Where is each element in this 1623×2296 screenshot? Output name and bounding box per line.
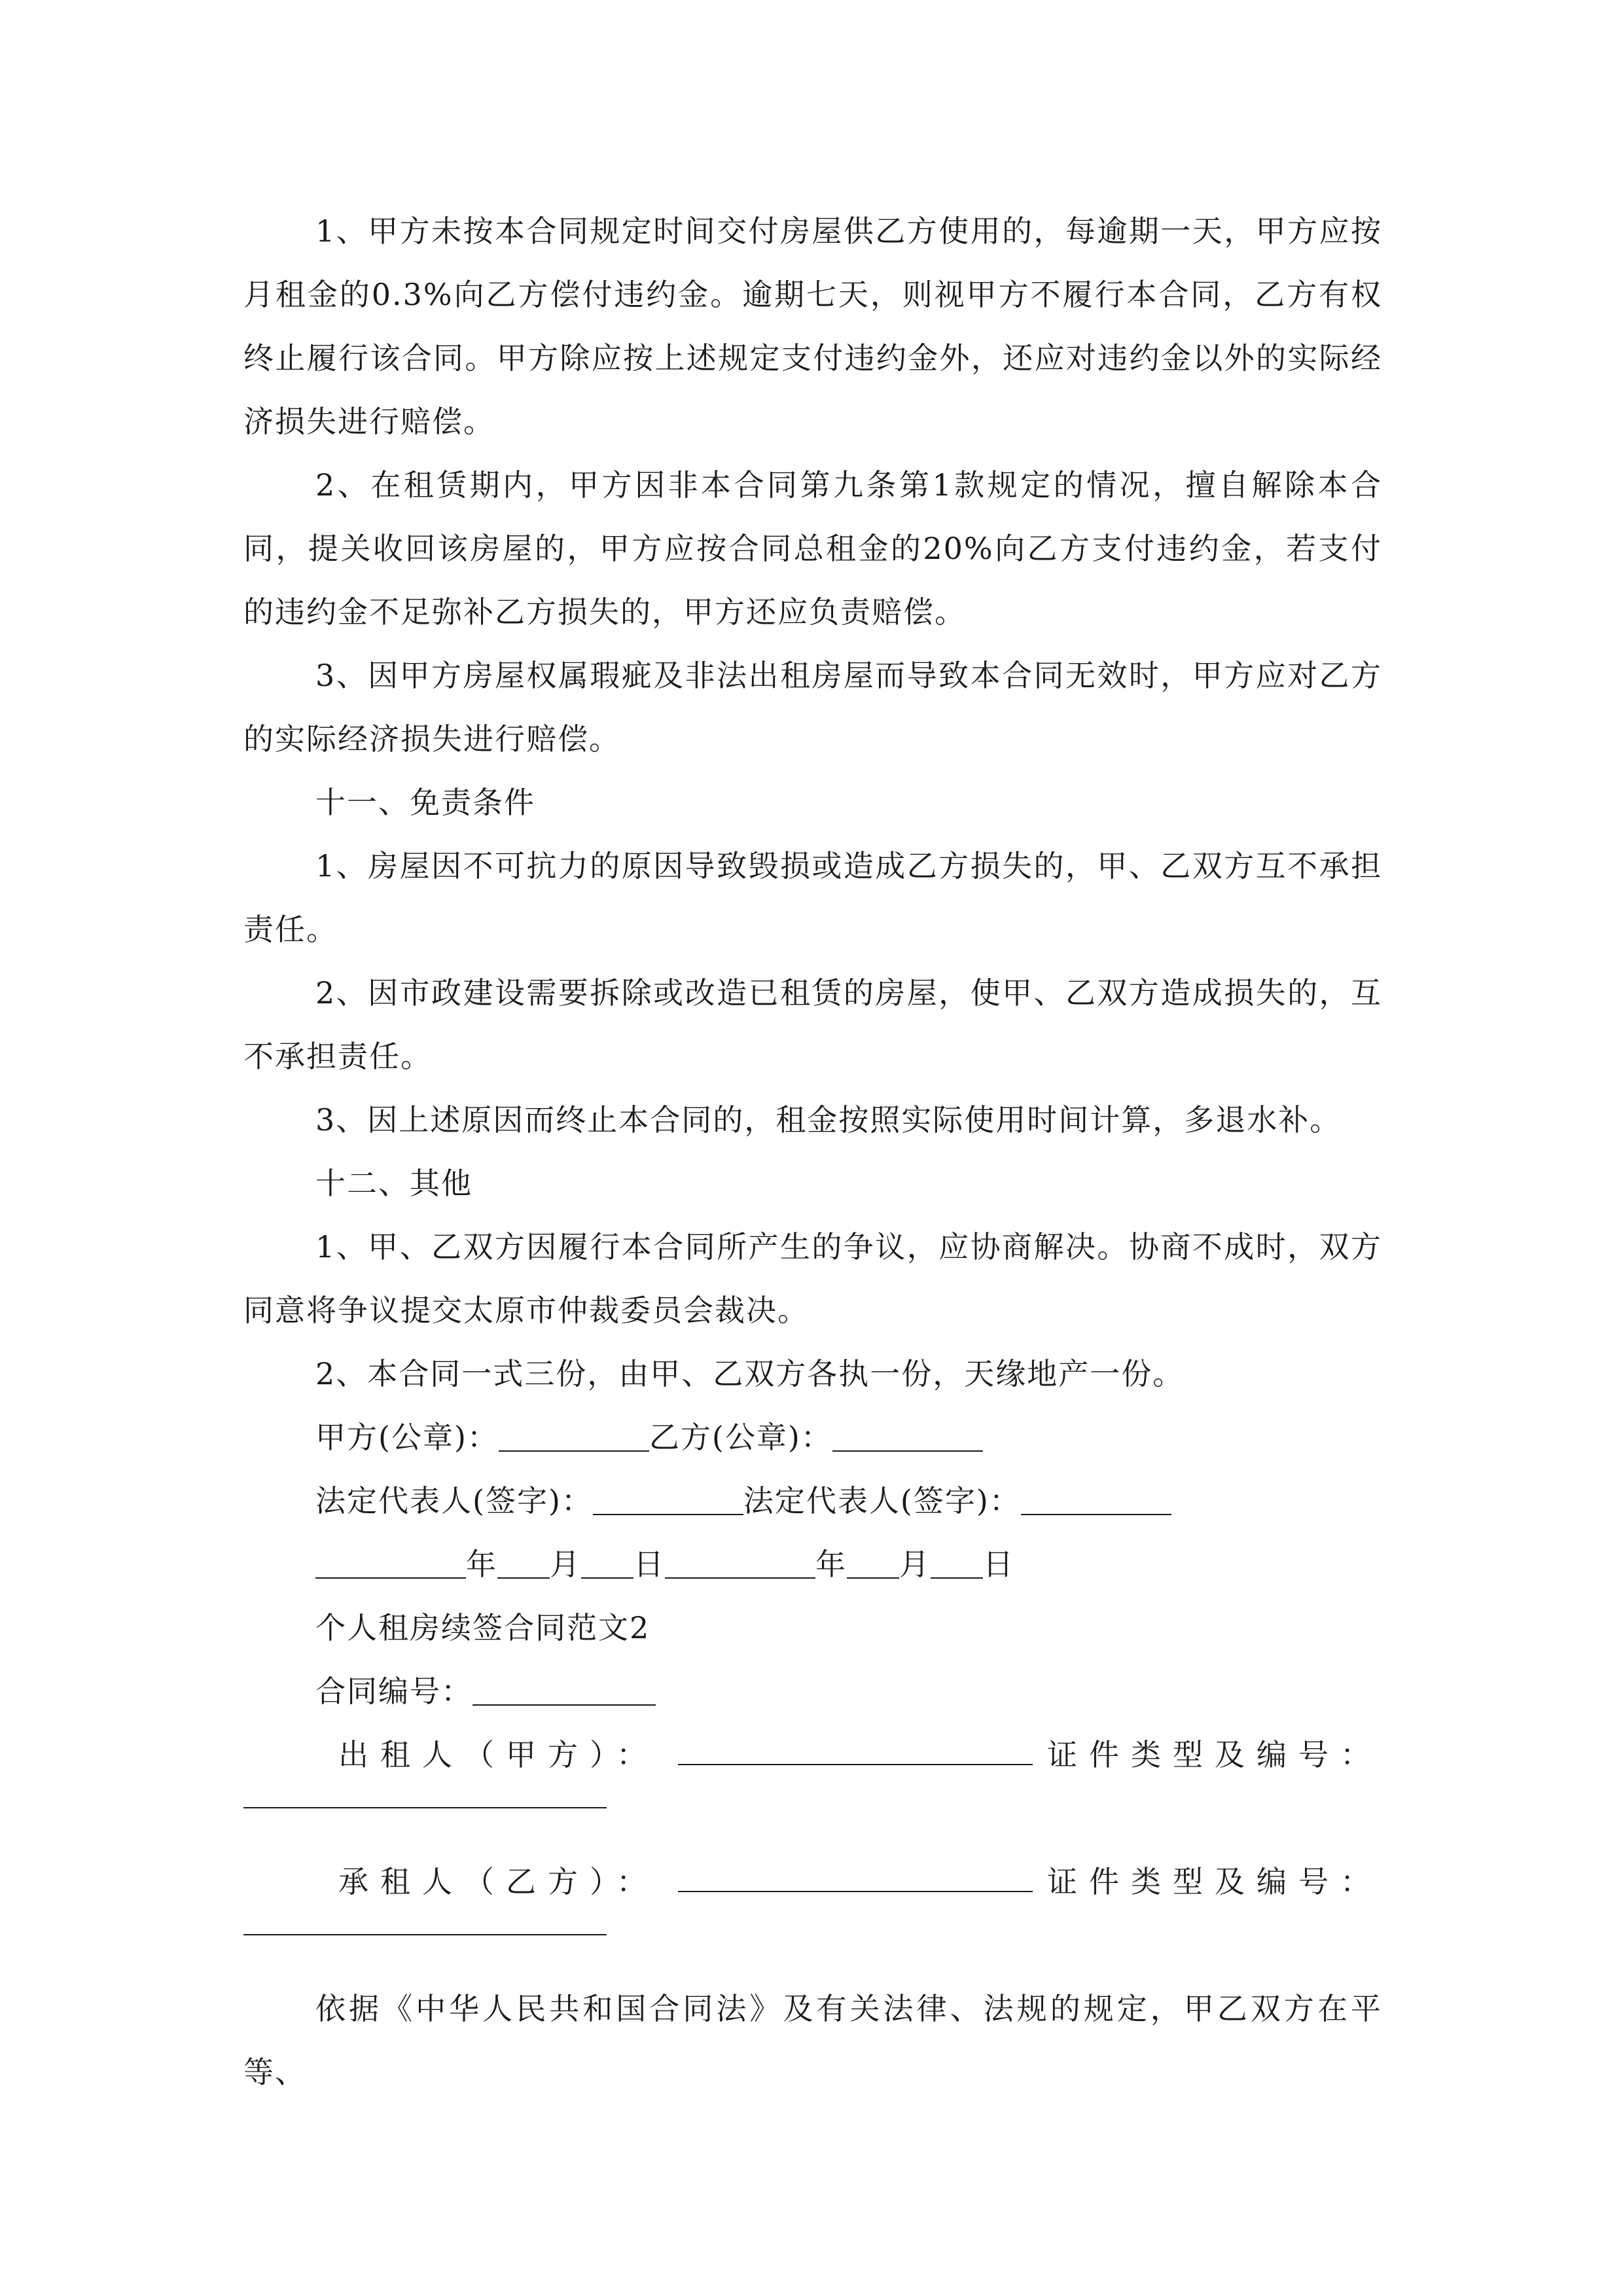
lessee-id-row	[243, 1914, 1382, 1977]
clause-10-1: 1、甲方未按本合同规定时间交付房屋供乙方使用的，每逾期一天，甲方应按月租金的0.3%向乙方偿付违约金。逾期七天，则视甲方不履行本合同，乙方有权终止履行该合同。甲方除应按上述规定支付违约金外，还应对违约金以外的实际经济损失进行赔偿。	[243, 213, 1382, 439]
lessee-id-label: 证件类型及编号：	[1047, 1864, 1382, 1899]
party-b-seal-label: 乙方(公章)：	[649, 1420, 832, 1455]
party-b-seal-blank[interactable]	[832, 1450, 983, 1452]
month-a-label: 月	[550, 1547, 581, 1582]
contract-number-blank[interactable]	[473, 1704, 656, 1706]
month-b-blank[interactable]	[847, 1577, 899, 1579]
clause-11-2: 2、因市政建设需要拆除或改造已租赁的房屋，使甲、乙双方造成损失的，互不承担责任。	[243, 975, 1382, 1074]
lessor-label: 出租人（甲方）：	[338, 1737, 658, 1772]
rep-b-blank[interactable]	[1021, 1513, 1171, 1515]
lessor-id-label: 证件类型及编号：	[1047, 1737, 1382, 1772]
lessor-line	[243, 1723, 1382, 1787]
lessee-id-blank[interactable]	[243, 1933, 607, 1935]
day-b-label: 日	[983, 1547, 1014, 1582]
clause-10-2: 2、在租赁期内，甲方因非本合同第九条第1款规定的情况，擅自解除本合同，提关收回该房屋的，甲方应按合同总租金的20%向乙方支付违约金，若支付的违约金不足弥补乙方损失的，甲方还应负责赔偿。	[243, 467, 1382, 630]
year-b-label: 年	[815, 1547, 847, 1582]
section-heading-12: 十二、其他	[315, 1166, 473, 1201]
date-line	[243, 1533, 1382, 1596]
rep-a-blank[interactable]	[593, 1513, 743, 1515]
lessee-line	[243, 1850, 1382, 1914]
clause-11-1: 1、房屋因不可抗力的原因导致毁损或造成乙方损失的，甲、乙双方互不承担责任。	[243, 848, 1382, 947]
rep-a-label: 法定代表人(签字)：	[315, 1483, 593, 1518]
month-b-label: 月	[899, 1547, 931, 1582]
lessee-label: 承租人（乙方）：	[338, 1864, 658, 1899]
party-a-seal-label: 甲方(公章)：	[315, 1420, 499, 1455]
section-heading-11: 十一、免责条件	[315, 785, 535, 820]
contract-number-line	[243, 1660, 1382, 1723]
section-title: 个人租房续签合同范文2	[315, 1610, 651, 1645]
lessor-id-row	[243, 1787, 1382, 1850]
year-a-blank[interactable]	[315, 1577, 466, 1579]
representative-line	[243, 1469, 1382, 1533]
year-a-label: 年	[466, 1547, 497, 1582]
clause-11-3: 3、因上述原因而终止本合同的，租金按照实际使用时间计算，多退水补。	[315, 1102, 1342, 1138]
document-body	[243, 200, 1382, 2104]
year-b-blank[interactable]	[665, 1577, 815, 1579]
day-a-label: 日	[633, 1547, 665, 1582]
lessor-id-blank[interactable]	[243, 1806, 607, 1808]
party-a-seal-blank[interactable]	[499, 1450, 649, 1452]
rep-b-label: 法定代表人(签字)：	[743, 1483, 1021, 1518]
clause-12-2: 2、本合同一式三份，由甲、乙双方各执一份，天缘地产一份。	[315, 1356, 1185, 1391]
lessee-name-blank[interactable]	[678, 1890, 1033, 1892]
clause-10-3: 3、因甲方房屋权属瑕疵及非法出租房屋而导致本合同无效时，甲方应对乙方的实际经济损失进行赔偿。	[243, 658, 1382, 757]
clause-12-1: 1、甲、乙双方因履行本合同所产生的争议，应协商解决。协商不成时，双方同意将争议提交太原市仲裁委员会裁决。	[243, 1229, 1382, 1328]
month-a-blank[interactable]	[497, 1577, 550, 1579]
day-b-blank[interactable]	[931, 1577, 983, 1579]
contract-number-label: 合同编号：	[315, 1674, 473, 1709]
contract-intro: 依据《中华人民共和国合同法》及有关法律、法规的规定，甲乙双方在平等、	[243, 1991, 1382, 2090]
day-a-blank[interactable]	[581, 1577, 633, 1579]
lessor-name-blank[interactable]	[678, 1763, 1033, 1765]
seal-line	[243, 1406, 1382, 1469]
